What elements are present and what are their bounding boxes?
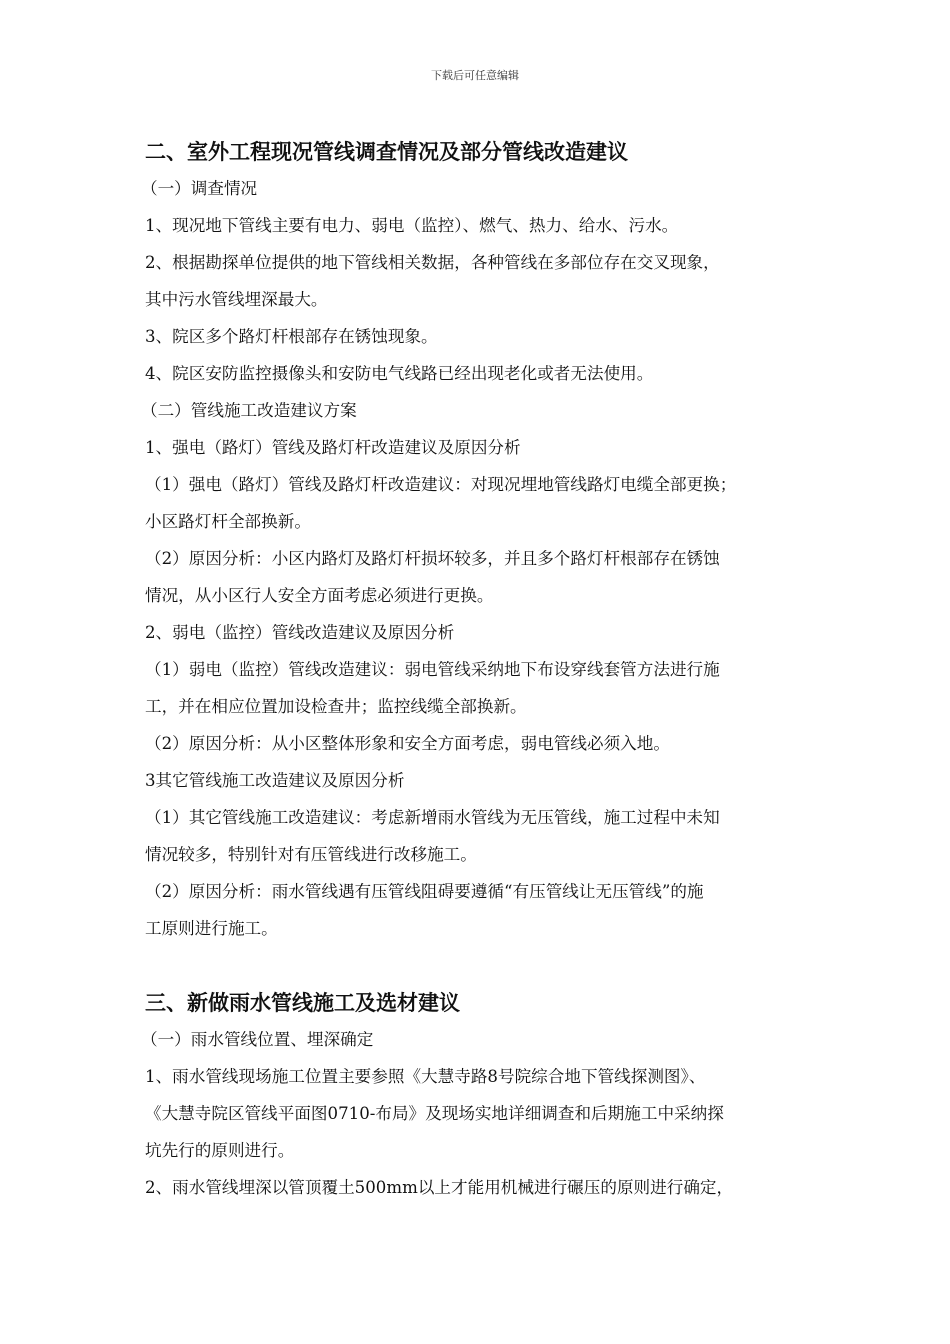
- paragraph-line: 小区路灯杆全部换新。: [145, 512, 311, 531]
- paragraph-line: 《大慧寺院区管线平面图0710-布局》及现场实地详细调查和后期施工中采纳探: [145, 1104, 724, 1123]
- paragraph-line: 1、雨水管线现场施工位置主要参照《大慧寺路8号院综合地下管线探测图》、: [145, 1067, 706, 1086]
- paragraph-line: 2、雨水管线埋深以管顶覆土500mm以上才能用机械进行碾压的原则进行确定，: [145, 1178, 734, 1197]
- paragraph-line: 工，并在相应位置加设检查井；监控线缆全部换新。: [145, 697, 527, 716]
- paragraph-line: 其中污水管线埋深最大。: [145, 290, 328, 309]
- paragraph-line: （2）原因分析：雨水管线遇有压管线阻碍要遵循“有压管线让无压管线”的施: [145, 882, 704, 901]
- paragraph-line: 情况较多，特别针对有压管线进行改移施工。: [145, 845, 477, 864]
- paragraph-line: 1、现况地下管线主要有电力、弱电（监控）、燃气、热力、给水、污水。: [145, 216, 679, 235]
- section-3: [141, 985, 825, 1206]
- paragraph-line: 1、强电（路灯）管线及路灯杆改造建议及原因分析: [145, 438, 521, 457]
- subheading: （一）调查情况: [141, 179, 258, 198]
- paragraph-line: 情况，从小区行人安全方面考虑必须进行更换。: [145, 586, 494, 605]
- subheading: （二）管线施工改造建议方案: [141, 401, 357, 420]
- paragraph-line: （2）原因分析：从小区整体形象和安全方面考虑，弱电管线必须入地。: [145, 734, 670, 753]
- page-header-note: 下载后可任意编辑: [431, 69, 519, 82]
- section-2: [141, 134, 825, 947]
- paragraph-line: 4、院区安防监控摄像头和安防电气线路已经出现老化或者无法使用。: [145, 364, 654, 383]
- document-body: [141, 134, 825, 1206]
- paragraph-line: 坑先行的原则进行。: [145, 1141, 295, 1160]
- paragraph-line: 3、院区多个路灯杆根部存在锈蚀现象。: [145, 327, 438, 346]
- paragraph-line: （1）弱电（监控）管线改造建议：弱电管线采纳地下布设穿线套管方法进行施: [145, 660, 720, 679]
- paragraph-line: 3其它管线施工改造建议及原因分析: [145, 771, 405, 790]
- paragraph-line: 工原则进行施工。: [145, 919, 278, 938]
- section-title: 三、新做雨水管线施工及选材建议: [145, 991, 460, 1015]
- subheading: （一）雨水管线位置、埋深确定: [141, 1030, 374, 1049]
- section-title: 二、室外工程现况管线调查情况及部分管线改造建议: [145, 140, 628, 164]
- paragraph-line: 2、弱电（监控）管线改造建议及原因分析: [145, 623, 455, 642]
- paragraph-line: 2、根据勘探单位提供的地下管线相关数据，各种管线在多部位存在交叉现象，: [145, 253, 720, 272]
- paragraph-line: （1）其它管线施工改造建议：考虑新增雨水管线为无压管线，施工过程中未知: [145, 808, 720, 827]
- paragraph-line: （1）强电（路灯）管线及路灯杆改造建议：对现况埋地管线路灯电缆全部更换；: [145, 475, 737, 494]
- section-gap: [145, 947, 825, 985]
- paragraph-line: （2）原因分析：小区内路灯及路灯杆损坏较多，并且多个路灯杆根部存在锈蚀: [145, 549, 720, 568]
